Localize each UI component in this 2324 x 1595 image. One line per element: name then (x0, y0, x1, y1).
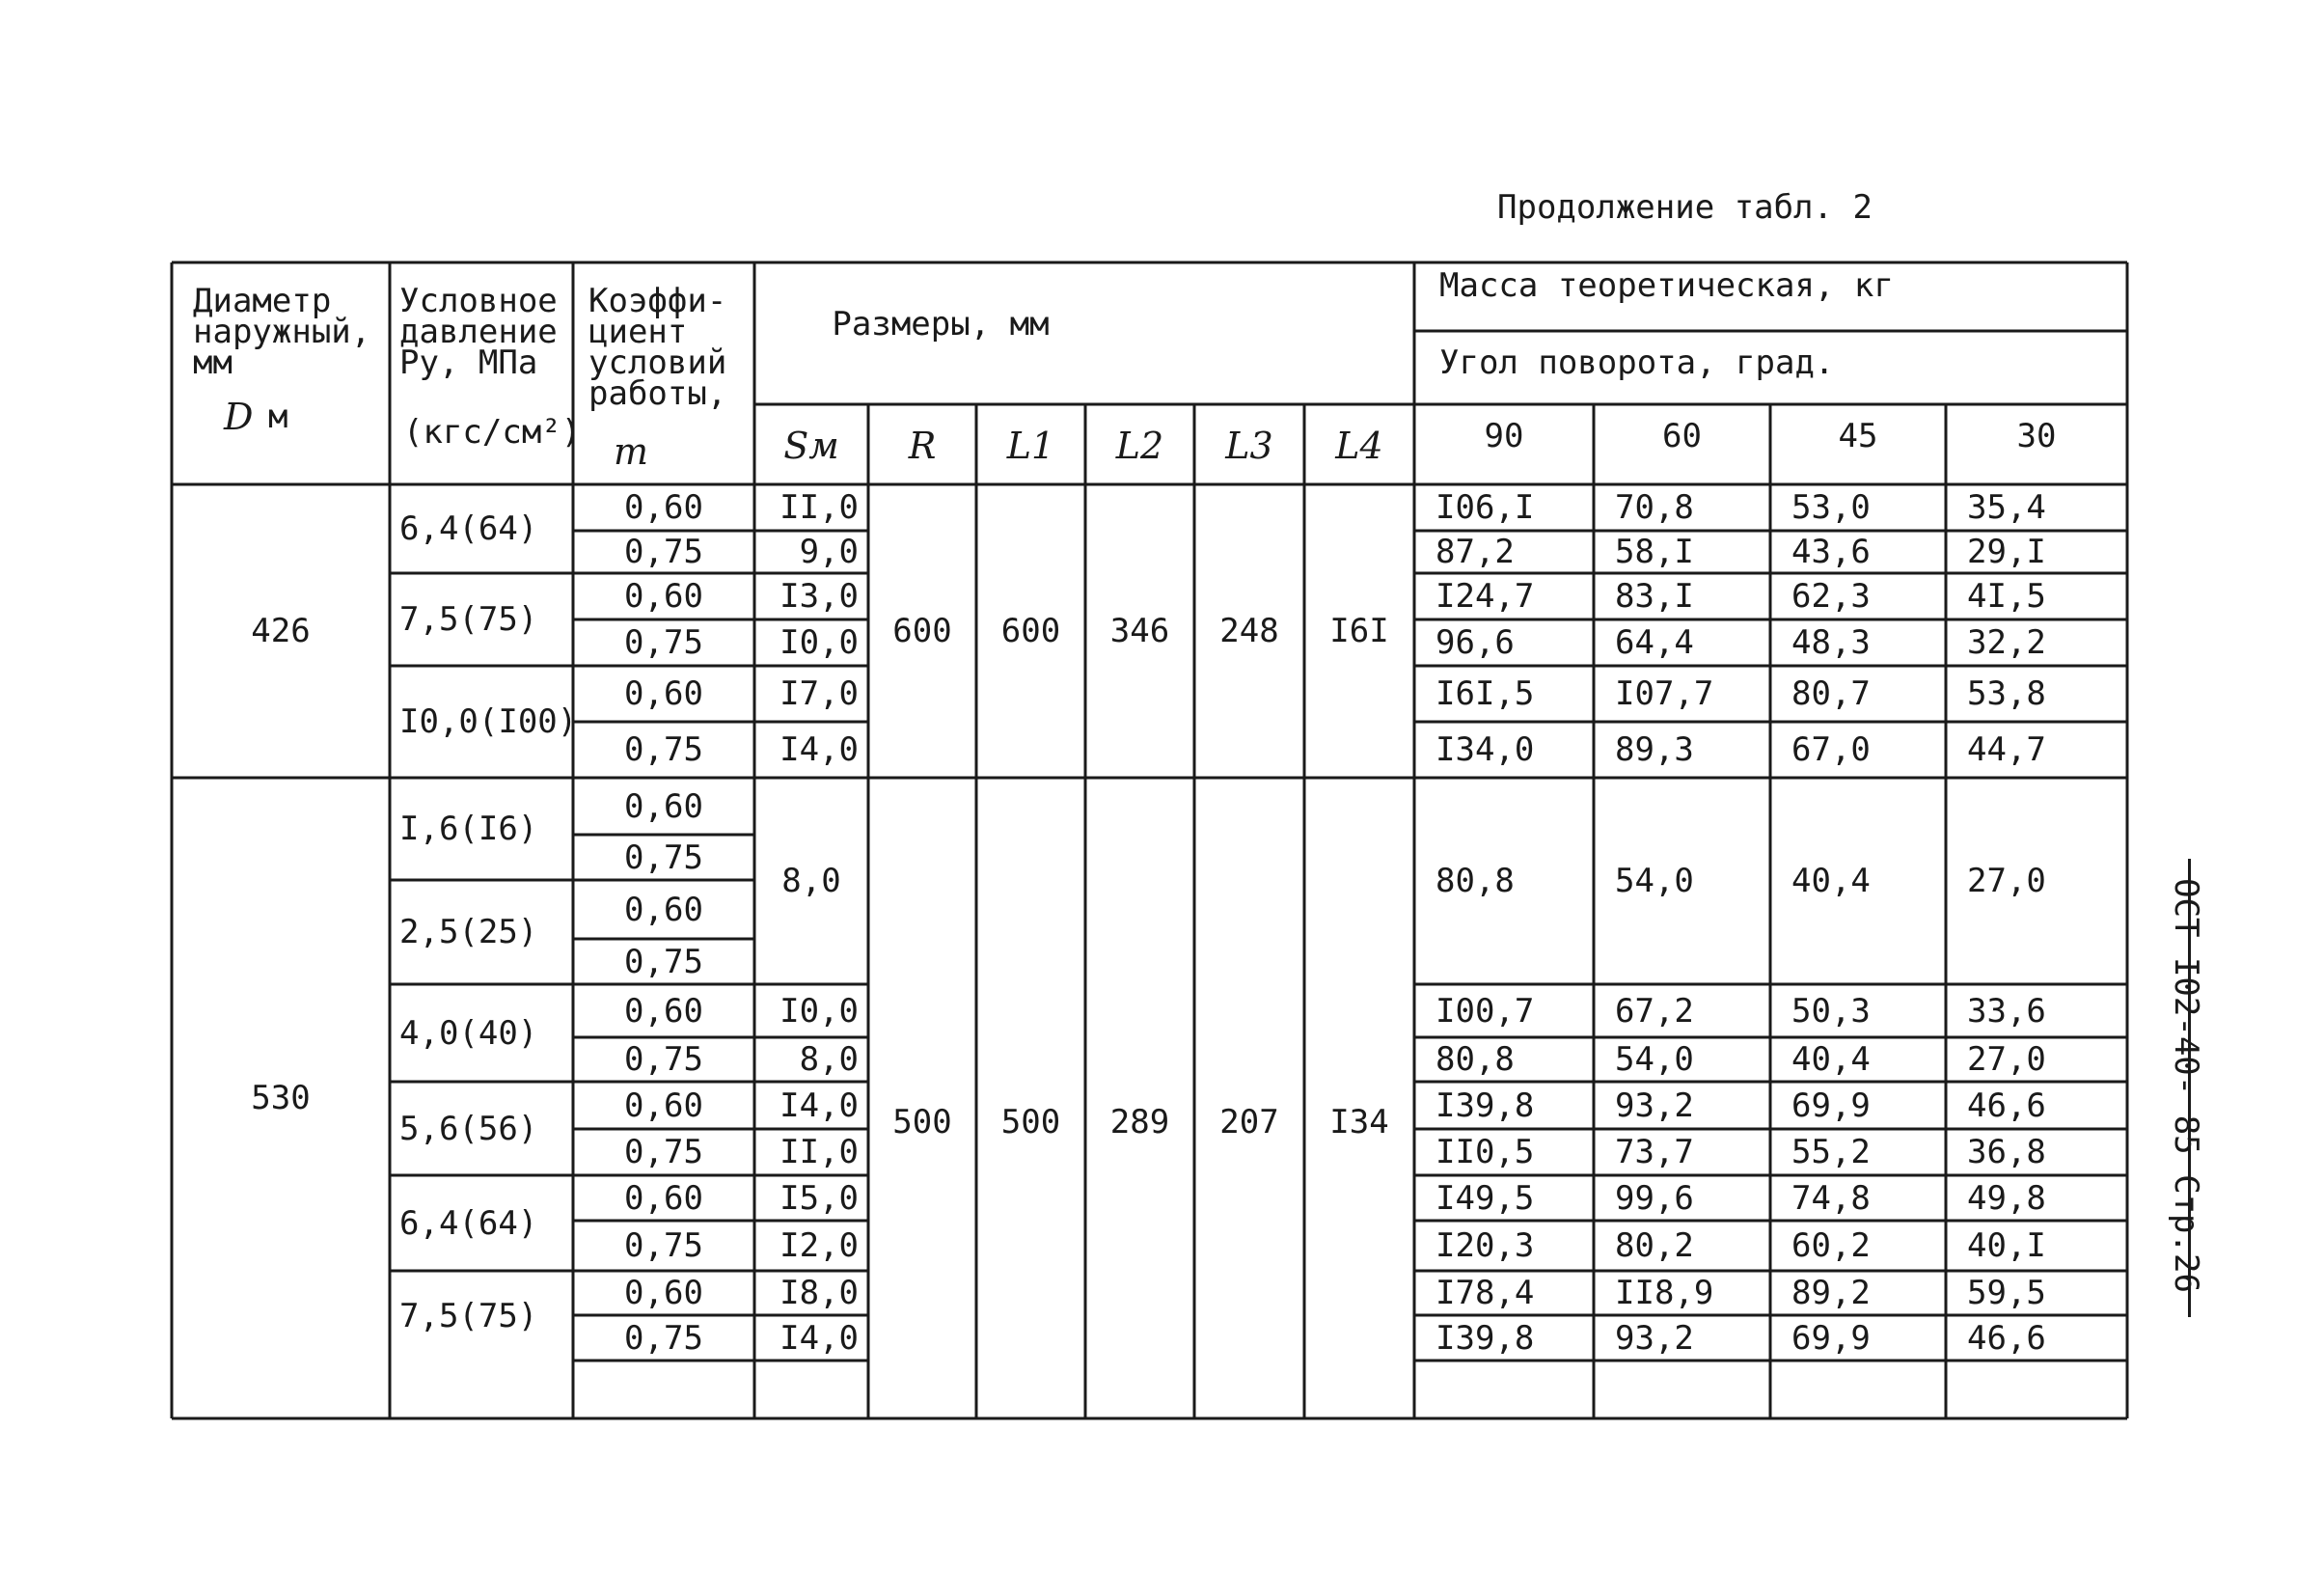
side-label (2147, 868, 2225, 1303)
coef-value: 0,75 (624, 1040, 703, 1079)
mass-value: 36,8 (1967, 1133, 2046, 1171)
mass-value: 4I,5 (1967, 577, 2046, 616)
header-l1: L1 (1006, 425, 1055, 467)
thickness-value: I4,0 (779, 1086, 859, 1125)
mass-value: I07,7 (1615, 674, 1714, 713)
mass-value: I39,8 (1435, 1318, 1535, 1358)
mass-merged: 80,8 (1435, 862, 1515, 900)
pressure-value: 7,5(75) (399, 1296, 538, 1335)
mass-value: 32,2 (1967, 623, 2046, 662)
thickness-value: 9,0 (799, 533, 859, 571)
pressure-value: I0,0(I00) (399, 702, 578, 741)
dimension-l1: 600 (1000, 612, 1061, 650)
pressure-unit: (кгс/см²) (403, 413, 582, 452)
pressure-header: Условное давление Pу, МПа (399, 282, 558, 382)
mass-value: 27,0 (1967, 1040, 2046, 1079)
coef-value: 0,60 (624, 577, 703, 616)
mass-value: 40,4 (1791, 1040, 1871, 1079)
mass-value: 48,3 (1791, 623, 1871, 662)
mass-value: 53,8 (1967, 674, 2046, 713)
mass-value: 89,3 (1615, 730, 1694, 769)
mass-value: 58,I (1615, 533, 1694, 571)
coef-value: 0,60 (624, 488, 703, 527)
coef-header: Коэффи- циент условий работы, (588, 282, 727, 413)
mass-value: 60,2 (1791, 1226, 1871, 1265)
thickness-value: I0,0 (779, 623, 859, 662)
mass-value: 74,8 (1791, 1178, 1871, 1218)
mass-value: I49,5 (1435, 1178, 1535, 1218)
thickness-value: I0,0 (779, 991, 859, 1031)
dimension-l4: I6I (1329, 612, 1389, 650)
dimension-l4: I34 (1329, 1102, 1389, 1141)
thickness-value: I8,0 (779, 1274, 859, 1312)
dimension-l1: 500 (1000, 1102, 1061, 1141)
mass-value: I20,3 (1435, 1226, 1535, 1265)
mass-value: 99,6 (1615, 1178, 1694, 1218)
mass-value: 80,2 (1615, 1226, 1694, 1265)
table-caption: Продолжение табл. 2 (1497, 188, 1873, 227)
coef-value: 0,75 (624, 730, 703, 769)
mass-value: I6I,5 (1435, 674, 1535, 713)
mass-value: I00,7 (1435, 991, 1535, 1031)
mass-value: 46,6 (1967, 1318, 2046, 1358)
mass-value: II8,9 (1615, 1274, 1714, 1312)
coef-symbol: m (614, 430, 649, 473)
thickness-value: I4,0 (779, 1318, 859, 1358)
header-r: R (908, 425, 937, 467)
pressure-value: 6,4(64) (399, 509, 538, 548)
dimensions-header: Размеры, мм (832, 305, 1050, 344)
thickness-value: II,0 (779, 1133, 859, 1171)
document-code: ОСТ I02-40- 85 Стр.26 (2167, 878, 2205, 1293)
mass-value: 80,8 (1435, 1040, 1515, 1079)
thickness-value: I4,0 (779, 730, 859, 769)
header-sm: Sм (783, 425, 839, 467)
thickness-value: I3,0 (779, 577, 859, 616)
dimension-l2: 289 (1109, 1102, 1170, 1141)
mass-value: I34,0 (1435, 730, 1535, 769)
coef-value: 0,75 (624, 1318, 703, 1358)
mass-value: II0,5 (1435, 1133, 1535, 1171)
mass-value: 46,6 (1967, 1086, 2046, 1125)
mass-value: 29,I (1967, 533, 2046, 571)
header-angle-30: 30 (2016, 417, 2057, 455)
mass-value: 55,2 (1791, 1133, 1871, 1171)
coef-value: 0,60 (624, 1086, 703, 1125)
header-angle-90: 90 (1484, 417, 1524, 455)
coef-value: 0,75 (624, 942, 703, 981)
header-angle-45: 45 (1838, 417, 1878, 455)
mass-value: 54,0 (1615, 1040, 1694, 1079)
mass-value: 59,5 (1967, 1274, 2046, 1312)
mass-value: 80,7 (1791, 674, 1871, 713)
mass-merged: 27,0 (1967, 862, 2046, 900)
coef-value: 0,60 (624, 890, 703, 929)
mass-value: 50,3 (1791, 991, 1871, 1031)
thickness-value: I5,0 (779, 1178, 859, 1218)
mass-value: 69,9 (1791, 1318, 1871, 1358)
mass-merged: 54,0 (1615, 862, 1694, 900)
mass-value: 67,0 (1791, 730, 1871, 769)
mass-value: I24,7 (1435, 577, 1535, 616)
thickness-value: I2,0 (779, 1226, 859, 1265)
mass-value: 73,7 (1615, 1133, 1694, 1171)
pressure-value: 4,0(40) (399, 1013, 538, 1053)
mass-value: 87,2 (1435, 533, 1515, 571)
mass-value: 64,4 (1615, 623, 1694, 662)
coef-value: 0,60 (624, 786, 703, 826)
mass-value: I06,I (1435, 488, 1535, 527)
mass-value: 49,8 (1967, 1178, 2046, 1218)
thickness-value: I7,0 (779, 674, 859, 713)
mass-value: 53,0 (1791, 488, 1871, 527)
coef-value: 0,60 (624, 1178, 703, 1218)
coef-value: 0,60 (624, 991, 703, 1031)
mass-header: Масса теоретическая, кг (1439, 266, 1894, 305)
dimension-r: 500 (892, 1102, 952, 1141)
coef-value: 0,60 (624, 1274, 703, 1312)
mass-value: 93,2 (1615, 1086, 1694, 1125)
dimension-l3: 248 (1219, 612, 1279, 650)
thickness-value: 8,0 (799, 1040, 859, 1079)
mass-value: 67,2 (1615, 991, 1694, 1031)
coef-value: 0,75 (624, 533, 703, 571)
angle-header: Угол поворота, град. (1439, 344, 1835, 382)
coef-value: 0,60 (624, 674, 703, 713)
mass-value: 33,6 (1967, 991, 2046, 1031)
mass-value: 70,8 (1615, 488, 1694, 527)
pressure-value: I,6(I6) (399, 810, 538, 848)
coef-value: 0,75 (624, 1226, 703, 1265)
thickness-value: II,0 (779, 488, 859, 527)
diameter-symbol: D (224, 396, 254, 438)
diameter-unit: м (268, 398, 288, 436)
coef-value: 0,75 (624, 1133, 703, 1171)
mass-value: 62,3 (1791, 577, 1871, 616)
mass-value: 89,2 (1791, 1274, 1871, 1312)
pressure-value: 6,4(64) (399, 1203, 538, 1243)
dimension-l3: 207 (1219, 1102, 1279, 1141)
mass-value: 96,6 (1435, 623, 1515, 662)
pressure-value: 7,5(75) (399, 600, 538, 639)
coef-value: 0,75 (624, 838, 703, 877)
mass-value: I39,8 (1435, 1086, 1535, 1125)
pressure-value: 2,5(25) (399, 913, 538, 951)
diameter-530: 530 (251, 1079, 311, 1117)
mass-value: 83,I (1615, 577, 1694, 616)
dimension-l2: 346 (1109, 612, 1170, 650)
coef-value: 0,75 (624, 623, 703, 662)
diameter-426: 426 (251, 612, 311, 650)
header-l2: L2 (1115, 425, 1164, 467)
mass-value: I78,4 (1435, 1274, 1535, 1312)
mass-value: 93,2 (1615, 1318, 1694, 1358)
header-angle-60: 60 (1662, 417, 1702, 455)
mass-value: 40,I (1967, 1226, 2046, 1265)
header-l3: L3 (1225, 425, 1273, 467)
mass-value: 69,9 (1791, 1086, 1871, 1125)
diameter-header: Диаметр наружный, мм (193, 282, 371, 382)
mass-value: 44,7 (1967, 730, 2046, 769)
mass-value: 35,4 (1967, 488, 2046, 527)
thickness-merged: 8,0 (781, 862, 841, 900)
mass-value: 43,6 (1791, 533, 1871, 571)
header-l4: L4 (1335, 425, 1383, 467)
mass-merged: 40,4 (1791, 862, 1871, 900)
dimension-r: 600 (892, 612, 952, 650)
pressure-value: 5,6(56) (399, 1109, 538, 1148)
